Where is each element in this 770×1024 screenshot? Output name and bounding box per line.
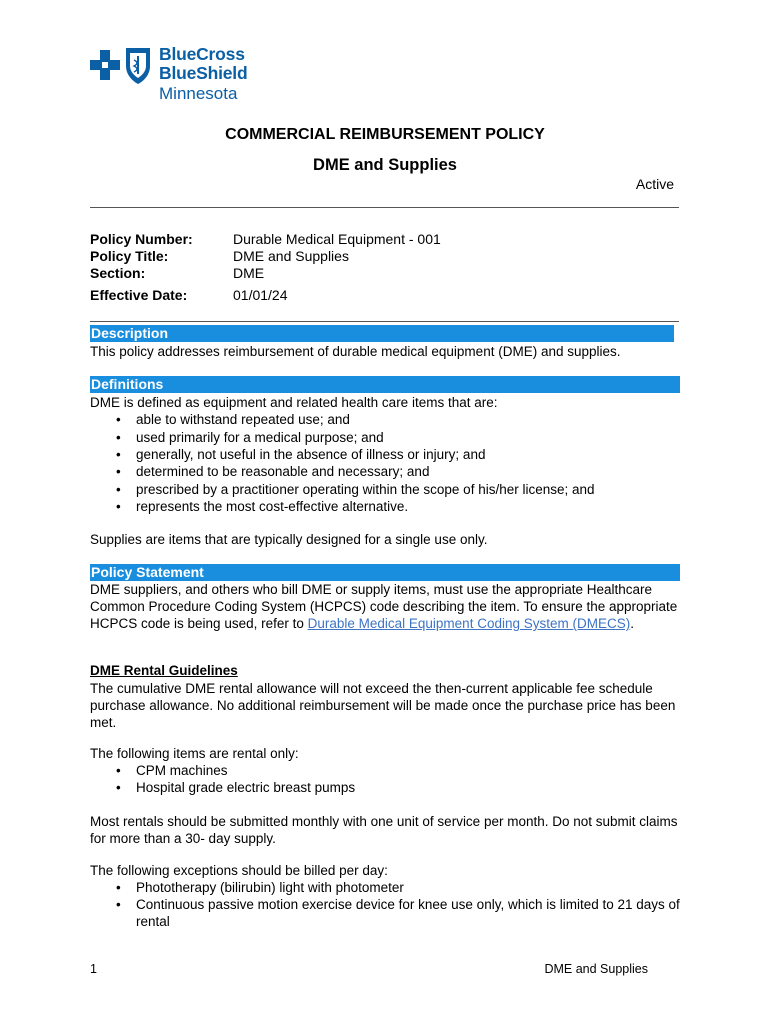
bullet-icon: • xyxy=(116,430,121,445)
list-item: represents the most cost-effective alternative. xyxy=(136,499,409,514)
logo-text-minnesota: Minnesota xyxy=(159,84,238,103)
rental-allowance-text: The cumulative DME rental allowance will not exceed the then-current applicable fee schedule purchase allowance. No additional reimbursement will be made once the purchase price has been met. xyxy=(90,681,676,730)
logo-text-bluecross: BlueCross xyxy=(159,44,245,64)
policy-title-label: Policy Title: xyxy=(90,248,169,264)
rental-only-intro: The following items are rental only: xyxy=(90,746,299,761)
per-day-intro: The following exceptions should be billed per day: xyxy=(90,863,388,878)
policy-number-value: Durable Medical Equipment - 001 xyxy=(233,231,441,247)
cross-shield-icon xyxy=(90,46,154,86)
definitions-intro: DME is defined as equipment and related health care items that are: xyxy=(90,395,498,410)
page-number: 1 xyxy=(90,962,97,976)
definitions-heading: Definitions xyxy=(90,376,680,393)
status-label: Active xyxy=(635,176,674,192)
bullet-icon: • xyxy=(116,763,121,778)
list-item: Continuous passive motion exercise device for knee use only, which is limited to 21 days of rental xyxy=(136,897,680,929)
description-text: This policy addresses reimbursement of durable medical equipment (DME) and supplies. xyxy=(90,344,621,359)
bullet-icon: • xyxy=(116,447,121,462)
list-item: CPM machines xyxy=(136,763,228,778)
bullet-icon: • xyxy=(116,880,121,895)
list-item: generally, not useful in the absence of illness or injury; and xyxy=(136,447,486,462)
bullet-icon: • xyxy=(116,482,121,497)
bullet-icon: • xyxy=(116,897,121,912)
list-item: used primarily for a medical purpose; and xyxy=(136,430,384,445)
bullet-icon: • xyxy=(116,780,121,795)
list-item: Hospital grade electric breast pumps xyxy=(136,780,356,795)
policy-statement-heading: Policy Statement xyxy=(90,564,680,581)
rental-guidelines-heading: DME Rental Guidelines xyxy=(90,663,238,678)
section-value: DME xyxy=(233,265,265,281)
document-subtitle: DME and Supplies xyxy=(313,156,457,174)
list-item: able to withstand repeated use; and xyxy=(136,412,350,427)
footer-running-title: DME and Supplies xyxy=(544,962,648,976)
policy-statement-text: DME suppliers, and others who bill DME or supply items, must use the appropriate Healthcare Common Procedure Coding System (HCPCS) code describing the item. To ensure the appropriate HCPCS code is being used, refer to Durable Medical Equipment Coding System (DMECS). xyxy=(90,582,678,631)
bullet-icon: • xyxy=(116,464,121,479)
supplies-definition: Supplies are items that are typically designed for a single use only. xyxy=(90,532,488,547)
bcbs-logo xyxy=(90,43,265,107)
list-item: determined to be reasonable and necessary; and xyxy=(136,464,430,479)
list-item: prescribed by a practitioner operating within the scope of his/her license; and xyxy=(136,482,595,497)
document-title: COMMERCIAL REIMBURSEMENT POLICY xyxy=(225,126,545,143)
logo-text-blueshield: BlueShield xyxy=(159,63,248,83)
section-label: Section: xyxy=(90,265,146,281)
policy-number-label: Policy Number: xyxy=(90,231,193,247)
divider xyxy=(90,207,679,208)
policy-title-value: DME and Supplies xyxy=(233,248,349,264)
list-item: Phototherapy (bilirubin) light with photometer xyxy=(136,880,404,895)
dmecs-link[interactable]: Durable Medical Equipment Coding System (DMECS) xyxy=(307,616,631,631)
bullet-icon: • xyxy=(116,412,121,427)
description-heading: Description xyxy=(90,325,674,342)
monthly-rental-text: Most rentals should be submitted monthly with one unit of service per month. Do not submit claims for more than a 30- day supply. xyxy=(90,814,678,846)
effective-date-value: 01/01/24 xyxy=(233,287,288,303)
effective-date-label: Effective Date: xyxy=(90,287,188,303)
divider xyxy=(90,321,679,322)
bullet-icon: • xyxy=(116,499,121,514)
